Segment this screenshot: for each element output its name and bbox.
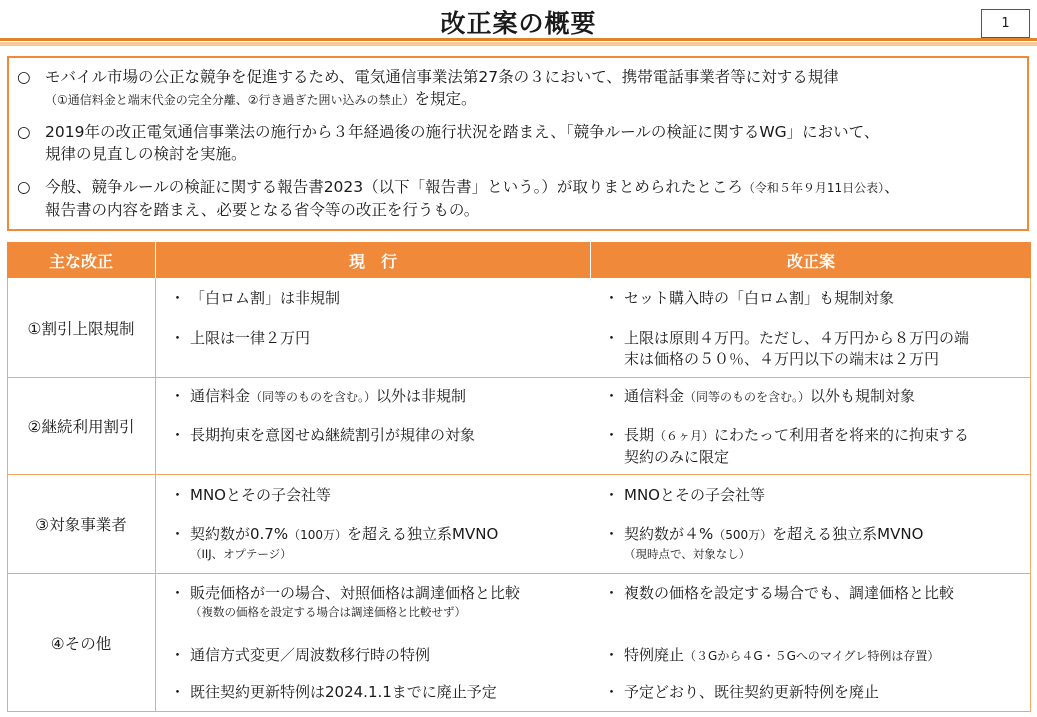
header-main-revision: 主な改正 [7,242,155,278]
summary-item [17,176,1021,221]
bullet-icon: ・ [604,387,620,405]
cell-text: セット購入時の「白ロム割」も規制対象 [624,289,895,307]
summary-text: モバイル市場の公正な競争を促進するため、電気通信事業法第27条の３において、携帯電話事業者等に対する規律 [45,68,839,86]
list-item [170,524,580,563]
bullet-icon: ・ [170,525,186,543]
list-item [604,583,1024,604]
cell-text: 通信料金 [190,387,251,405]
summary-note: （①通信料金と端末代金の完全分離、②行き過ぎた囲い込みの禁止） [45,93,415,107]
cell-text: 既往契約更新特例は2024.1.1までに廃止予定 [190,683,497,701]
cell-text: 契約数が４% [624,525,714,543]
summary-note: （令和５年９月11日公表） [742,181,885,195]
circle-bullet-icon: ○ [17,68,31,86]
bullet-icon: ・ [604,329,620,347]
cell-text: を超える独立系MVNO [772,525,924,543]
cell-text: を超える独立系MVNO [347,525,499,543]
list-item [604,682,1024,703]
cell-note: （３Gから４G・５Gへのマイグレ特例は存置） [684,649,940,663]
list-item [604,645,1024,667]
cell-text: 特例廃止 [624,646,685,664]
bullet-icon: ・ [170,329,186,347]
bullet-icon: ・ [604,525,620,543]
cell-text: にわたって利用者を将来的に拘束する [714,426,970,444]
bullet-icon: ・ [170,646,186,664]
list-item [170,645,585,666]
cell-text: 通信方式変更／周波数移行時の特例 [190,646,431,664]
summary-text: を規定。 [414,90,477,108]
header-proposed: 改正案 [591,242,1031,278]
row-divider [7,377,1031,378]
summary-text: 報告書の内容を踏まえ、必要となる省令等の改正を行うもの。 [45,201,480,219]
cell-text: MNOとその子会社等 [624,486,765,504]
cell-note: （500万） [713,528,773,542]
revision-table [7,242,1031,712]
cell-text: 「白ロム割」は非規制 [190,289,341,307]
title-rule [0,38,1037,41]
cell-text: 長期拘束を意図せぬ継続割引が規律の対象 [190,426,476,444]
list-item [604,524,1024,563]
cell-subnote: （IIJ、オプテージ） [190,547,292,561]
page-title: 改正案の概要 [440,9,597,38]
bullet-icon: ・ [170,486,186,504]
column-divider [155,278,156,712]
summary-text: 規律の見直しの検討を実施。 [45,145,247,163]
cell-text: 契約数が0.7% [190,525,289,543]
cell-text: 複数の価格を設定する場合でも、調達価格と比較 [624,584,955,602]
circle-bullet-icon: ○ [17,178,31,196]
circle-bullet-icon: ○ [17,123,31,141]
row-divider [7,474,1031,475]
list-item [170,485,580,506]
list-item [170,682,585,703]
list-item [170,328,580,349]
cell-text: 以外も規制対象 [810,387,916,405]
list-item [170,386,580,408]
cell-subnote: （複数の価格を設定する場合は調達価格と比較せず） [190,605,466,619]
bullet-icon: ・ [170,584,186,602]
row-label-other: ④その他 [50,634,112,653]
list-item [170,583,585,621]
row-divider [7,573,1031,574]
cell-text: 上限は原則４万円。ただし、４万円から８万円の端 [624,329,970,347]
bullet-icon: ・ [170,289,186,307]
cell-text: MNOとその子会社等 [190,486,331,504]
cell-note: （同等のものを含む。） [684,390,811,404]
cell-text: 販売価格が一の場合、対照価格は調達価格と比較 [190,584,521,602]
cell-subnote: （現時点で、対象なし） [624,547,751,561]
bullet-icon: ・ [604,683,620,701]
list-item [604,328,1024,370]
cell-text: 末は価格の５０％、４万円以下の端末は２万円 [624,350,940,368]
row-label-target-operators: ③対象事業者 [35,516,127,534]
cell-text: 予定どおり、既往契約更新特例を廃止 [624,683,880,701]
list-item [604,485,1024,506]
table-border-right [1030,278,1031,712]
row-label-continued-use-discount: ②継続利用割引 [27,418,135,436]
cell-note: （６ヶ月） [654,429,715,443]
cell-text: 通信料金 [624,387,685,405]
summary-text: 2019年の改正電気通信事業法の施行から３年経過後の施行状況を踏まえ、「競争ルールの検証に関するWG」において、 [45,123,880,141]
bullet-icon: ・ [604,486,620,504]
bullet-icon: ・ [604,289,620,307]
list-item [604,288,1024,309]
list-item [170,425,580,446]
summary-text: 今般、競争ルールの検証に関する報告書2023（以下「報告書」という。）が取りまとめられたところ [45,178,743,196]
cell-text: 長期 [624,426,655,444]
summary-item [17,66,1021,111]
bullet-icon: ・ [170,387,186,405]
bullet-icon: ・ [604,646,620,664]
list-item [604,386,1024,408]
list-item [604,425,1024,468]
bullet-icon: ・ [604,584,620,602]
list-item [170,288,580,309]
cell-text: 上限は一律２万円 [190,329,311,347]
header-current: 現 行 [156,242,590,278]
bullet-icon: ・ [604,426,620,444]
summary-item [17,121,1021,165]
table-border-bottom [7,711,1031,712]
cell-note: （100万） [288,528,348,542]
summary-box [7,56,1029,231]
cell-note: （同等のものを含む。） [250,390,377,404]
cell-text: 以外は非規制 [376,387,467,405]
bullet-icon: ・ [170,683,186,701]
bullet-icon: ・ [170,426,186,444]
page-number: 1 [981,9,1030,38]
summary-text: 、 [884,178,900,196]
title-rule-shadow [0,42,1037,46]
cell-text: 契約のみに限定 [624,448,730,466]
row-label-discount-cap: ①割引上限規制 [27,319,135,338]
